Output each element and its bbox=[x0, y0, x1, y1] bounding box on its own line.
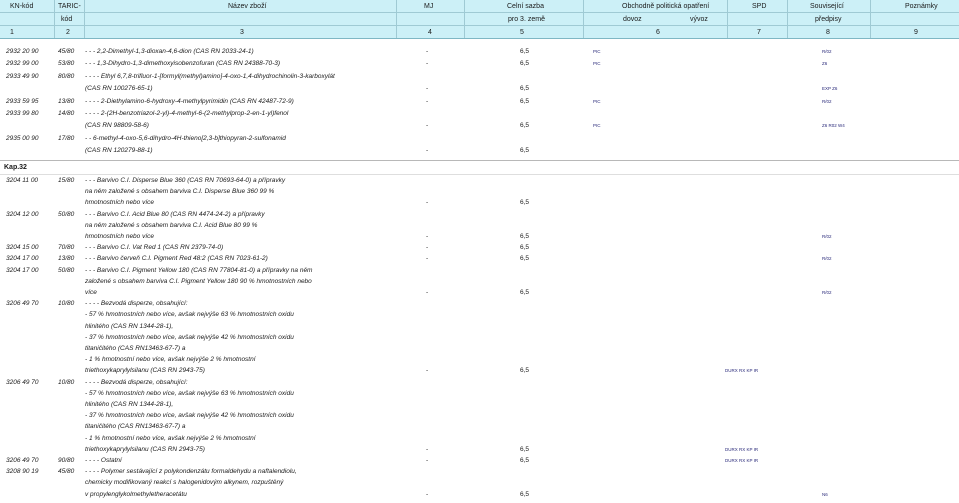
table-row bbox=[0, 46, 959, 57]
table-row bbox=[0, 108, 959, 119]
table-row bbox=[0, 433, 959, 444]
cell-desc: v propylenglykolmethyletheracetátu bbox=[85, 490, 187, 498]
table-row bbox=[0, 365, 959, 376]
cell-dash: - bbox=[426, 147, 429, 155]
cell-duty: 6,5 bbox=[520, 233, 530, 240]
cell-desc: hlinitého (CAS RN 1344-28-1), bbox=[85, 322, 174, 330]
cell-duty: 6,5 bbox=[520, 97, 530, 105]
table-row bbox=[0, 421, 959, 432]
cell-pol: PIC bbox=[593, 123, 601, 129]
cell-code: 2935 00 90 bbox=[6, 134, 39, 142]
cell-taric: 45/80 bbox=[58, 48, 75, 55]
cell-taric: 13/80 bbox=[58, 97, 75, 105]
table-row bbox=[0, 276, 959, 287]
cell-dash: - bbox=[426, 244, 429, 252]
table-row bbox=[0, 444, 959, 455]
table-row bbox=[0, 399, 959, 410]
cell-desc: - - - - Bezvodá disperze, obsahující: bbox=[85, 300, 188, 308]
cell-ref: EXP Z6 bbox=[822, 86, 838, 92]
cell-duty: 6,5 bbox=[520, 367, 530, 375]
cell-desc: titaničitého (CAS RN13463-67-7) a bbox=[85, 345, 186, 352]
cell-supp: DURX RX KP IR bbox=[725, 458, 759, 463]
cell-duty: 6,5 bbox=[520, 457, 530, 464]
cell-taric: 14/80 bbox=[58, 110, 75, 117]
cell-taric: 50/80 bbox=[58, 210, 75, 218]
col-number: 5 bbox=[520, 29, 524, 36]
cell-duty: 6,5 bbox=[520, 60, 530, 68]
cell-desc: založené s obsahem barviva C.I. Pigment Yellow 180 90 % hmotnostních nebo bbox=[85, 277, 312, 285]
cell-duty: 6,5 bbox=[520, 445, 530, 453]
table-row bbox=[0, 231, 959, 242]
table-row bbox=[0, 197, 959, 208]
cell-duty: 6,5 bbox=[520, 490, 530, 498]
table-row bbox=[0, 120, 959, 131]
cell-supp: DURX RX KP IR bbox=[725, 446, 759, 452]
cell-taric: 15/80 bbox=[58, 177, 75, 184]
cell-duty: 6,5 bbox=[520, 244, 530, 252]
cell-taric: 13/80 bbox=[58, 255, 75, 263]
cell-code: 3206 49 70 bbox=[6, 378, 39, 386]
table-row bbox=[0, 96, 959, 107]
cell-ref: R/02 bbox=[822, 98, 832, 104]
cell-duty: 6,5 bbox=[520, 85, 530, 93]
cell-desc: na něm založené s obsahem barviva C.I. Disperse Blue 360 99 % bbox=[85, 188, 275, 196]
cell-desc: více bbox=[85, 289, 97, 296]
table-row bbox=[0, 133, 959, 144]
cell-taric: 80/80 bbox=[58, 72, 75, 80]
cell-supp: DURX RX KP IR bbox=[725, 368, 759, 374]
cell-code: 3204 17 00 bbox=[6, 255, 39, 263]
table-row bbox=[0, 186, 959, 197]
cell-desc: - - - - Bezvodá disperze, obsahující: bbox=[85, 378, 188, 386]
header-spd: SPD bbox=[752, 3, 767, 10]
table-row bbox=[0, 83, 959, 94]
cell-dash: - bbox=[426, 445, 429, 453]
header-taric: TARIC- bbox=[58, 3, 81, 10]
cell-duty: 6,5 bbox=[520, 147, 530, 155]
chapter-title: Kap.32 bbox=[4, 164, 27, 171]
cell-code: 3206 49 70 bbox=[6, 300, 39, 308]
cell-desc: - - - Barvivo C.I. Acid Blue 80 (CAS RN 4474-24-2) a přípravky bbox=[85, 210, 265, 218]
cell-duty: 6,5 bbox=[520, 199, 530, 207]
cell-code: 2933 59 95 bbox=[6, 97, 39, 105]
cell-desc: (CAS RN 100276-65-1) bbox=[85, 85, 153, 93]
cell-taric: 50/80 bbox=[58, 266, 75, 274]
cell-desc: triethoxykaprylylsilanu (CAS RN 2943-75) bbox=[85, 367, 205, 375]
table-row bbox=[0, 309, 959, 320]
cell-code: 3206 49 70 bbox=[6, 457, 39, 464]
table-row bbox=[0, 175, 959, 186]
cell-duty: 6,5 bbox=[520, 48, 530, 55]
cell-ref: R/02 bbox=[822, 290, 832, 295]
table-row bbox=[0, 489, 959, 500]
cell-pol: PIC bbox=[593, 61, 601, 67]
table-row bbox=[0, 58, 959, 69]
header-mj: MJ bbox=[424, 3, 434, 10]
table-row bbox=[0, 455, 959, 466]
cell-code: 3208 90 19 bbox=[6, 468, 39, 476]
cell-desc: (CAS RN 120279-88-1) bbox=[85, 147, 153, 155]
cell-dash: - bbox=[426, 48, 429, 55]
table-row bbox=[0, 220, 959, 231]
cell-duty: 6,5 bbox=[520, 255, 530, 263]
cell-dash: - bbox=[426, 122, 429, 130]
cell-taric: 45/80 bbox=[58, 468, 75, 476]
cell-desc: na něm založené s obsahem barviva C.I. Acid Blue 80 99 % bbox=[85, 221, 258, 229]
cell-desc: - - - - Ethyl 6,7,8-trifluor-1-[formyl(methyl)amino]-4-oxo-1,4-dihydrochinolin-3-karboxylát bbox=[85, 72, 335, 80]
table-row bbox=[0, 466, 959, 477]
cell-pol: PIC bbox=[593, 98, 601, 104]
cell-desc: - - - 2,2-Dimethyl-1,3-dioxan-4,6-dion (CAS RN 2033-24-1) bbox=[85, 48, 254, 55]
table-row bbox=[0, 343, 959, 354]
cell-desc: - - - Barvivo C.I. Pigment Yellow 180 (CAS RN 77804-81-0) a přípravky na něm bbox=[85, 266, 313, 274]
cell-taric: 53/80 bbox=[58, 60, 75, 68]
cell-code: 2932 99 00 bbox=[6, 60, 39, 68]
cell-dash: - bbox=[426, 289, 429, 296]
cell-dash: - bbox=[426, 199, 429, 207]
cell-ref: Z6 R02 W4 bbox=[822, 123, 845, 129]
cell-ref: R/02 bbox=[822, 234, 832, 239]
cell-dash: - bbox=[426, 60, 429, 68]
cell-desc: - 57 % hmotnostních nebo více, avšak nejvýše 63 % hmotnostních oxidu bbox=[85, 389, 294, 397]
cell-dash: - bbox=[426, 255, 429, 263]
cell-taric: 17/80 bbox=[58, 134, 75, 142]
cell-dash: - bbox=[426, 97, 429, 105]
header-notes: Poznámky bbox=[905, 3, 938, 10]
cell-ref: N6 bbox=[822, 491, 828, 497]
header-duty: Celní sazba bbox=[507, 3, 544, 10]
cell-desc: - - - - Polymer sestávající z polykondenzátu formaldehydu a naftalendiolu, bbox=[85, 468, 297, 476]
cell-desc: - - - Barvivo červeň C.I. Pigment Red 48:2 (CAS RN 7023-61-2) bbox=[85, 255, 268, 263]
cell-desc: hmotnostních nebo více bbox=[85, 199, 155, 207]
header-taric-kod: kód bbox=[61, 16, 73, 23]
col-number: 6 bbox=[656, 29, 660, 36]
header-export: vývoz bbox=[690, 16, 708, 23]
cell-code: 2933 99 80 bbox=[6, 110, 39, 117]
table-row bbox=[0, 377, 959, 388]
table-row bbox=[0, 287, 959, 298]
table-row bbox=[0, 209, 959, 220]
table-row bbox=[0, 265, 959, 276]
cell-desc: titaničitého (CAS RN13463-67-7) a bbox=[85, 423, 186, 431]
cell-desc: - - - Barvivo C.I. Vat Red 1 (CAS RN 2379-74-0) bbox=[85, 244, 224, 252]
col-number: 2 bbox=[66, 29, 70, 36]
section-divider bbox=[0, 160, 959, 161]
cell-dash: - bbox=[426, 490, 429, 498]
table-row bbox=[0, 477, 959, 488]
cell-taric: 70/80 bbox=[58, 244, 75, 252]
cell-ref: R/02 bbox=[822, 256, 832, 262]
cell-dash: - bbox=[426, 457, 429, 464]
table-row bbox=[0, 388, 959, 399]
col-number: 1 bbox=[10, 29, 14, 36]
cell-desc: - 37 % hmotnostních nebo více, avšak nejvýše 42 % hmotnostních oxidu bbox=[85, 333, 294, 341]
cell-code: 3204 12 00 bbox=[6, 210, 39, 218]
cell-desc: - 37 % hmotnostních nebo více, avšak nejvýše 42 % hmotnostních oxidu bbox=[85, 412, 294, 420]
header-goods-name: Název zboží bbox=[228, 3, 267, 10]
table-header bbox=[0, 0, 959, 39]
cell-desc: hmotnostních nebo více bbox=[85, 233, 155, 240]
cell-desc: (CAS RN 98809-58-6) bbox=[85, 122, 149, 130]
cell-code: 3204 15 00 bbox=[6, 244, 39, 252]
cell-ref: Z6 bbox=[822, 61, 828, 67]
cell-duty: 6,5 bbox=[520, 289, 530, 296]
table-row bbox=[0, 298, 959, 309]
cell-duty: 6,5 bbox=[520, 122, 530, 130]
cell-desc: triethoxykaprylylsilanu (CAS RN 2943-75) bbox=[85, 445, 205, 453]
table-row bbox=[0, 354, 959, 365]
cell-desc: - 57 % hmotnostních nebo více, avšak nejvýše 63 % hmotnostních oxidu bbox=[85, 311, 294, 319]
col-number: 7 bbox=[757, 29, 761, 36]
cell-ref: R/02 bbox=[822, 49, 832, 54]
cell-dash: - bbox=[426, 85, 429, 93]
cell-dash: - bbox=[426, 233, 429, 240]
header-kn-code: KN-kód bbox=[10, 3, 34, 10]
cell-code: 3204 17 00 bbox=[6, 266, 39, 274]
col-number: 4 bbox=[428, 29, 432, 36]
col-number: 8 bbox=[826, 29, 830, 36]
table-row bbox=[0, 253, 959, 264]
cell-taric: 10/80 bbox=[58, 378, 75, 386]
col-number: 3 bbox=[240, 29, 244, 36]
cell-desc: - - 6-methyl-4-oxo-5,6-dihydro-4H-thieno[2,3-b]thiopyran-2-sulfonamid bbox=[85, 134, 286, 142]
header-trade-policy: Obchodně politická opatření bbox=[622, 3, 710, 10]
cell-desc: chemicky modifikovaný reakcí s halogenidovým alkynem, rozpuštěný bbox=[85, 479, 284, 487]
table-row bbox=[0, 332, 959, 343]
cell-desc: - 1 % hmotnostní nebo více, avšak nejvýše 2 % hmotnostní bbox=[85, 356, 256, 364]
table-row bbox=[0, 321, 959, 332]
table-row bbox=[0, 410, 959, 421]
cell-code: 3204 11 00 bbox=[6, 177, 39, 184]
cell-taric: 10/80 bbox=[58, 300, 75, 308]
header-related: Související bbox=[810, 3, 844, 10]
cell-desc: hlinitého (CAS RN 1344-28-1), bbox=[85, 401, 174, 408]
header-import: dovoz bbox=[623, 16, 642, 23]
cell-desc: - 1 % hmotnostní nebo více, avšak nejvýše 2 % hmotnostní bbox=[85, 434, 256, 442]
cell-desc: - - - - Ostatní bbox=[85, 457, 122, 464]
cell-pol: PIC bbox=[593, 49, 601, 54]
header-third-countries: pro 3. země bbox=[508, 16, 545, 23]
table-row bbox=[0, 242, 959, 253]
table-row bbox=[0, 145, 959, 156]
cell-code: 2932 20 90 bbox=[6, 48, 39, 55]
cell-desc: - - - - 2-Diethylamino-6-hydroxy-4-methylpyrimidin (CAS RN 42487-72-9) bbox=[85, 97, 294, 105]
col-number: 9 bbox=[914, 29, 918, 36]
cell-desc: - - - - 2-(2H-benzotriazol-2-yl)-4-methyl-6-(2-methylprop-2-en-1-yl)fenol bbox=[85, 110, 289, 117]
header-regulations: předpisy bbox=[815, 16, 842, 23]
table-row bbox=[0, 71, 959, 82]
cell-taric: 90/80 bbox=[58, 457, 75, 464]
cell-desc: - - - 1,3-Dihydro-1,3-dimethoxyisobenzofuran (CAS RN 24388-70-3) bbox=[85, 60, 281, 68]
cell-desc: - - - Barvivo C.I. Disperse Blue 360 (CAS RN 70693-64-0) a přípravky bbox=[85, 177, 286, 184]
cell-code: 2933 49 90 bbox=[6, 72, 39, 80]
cell-dash: - bbox=[426, 367, 429, 375]
